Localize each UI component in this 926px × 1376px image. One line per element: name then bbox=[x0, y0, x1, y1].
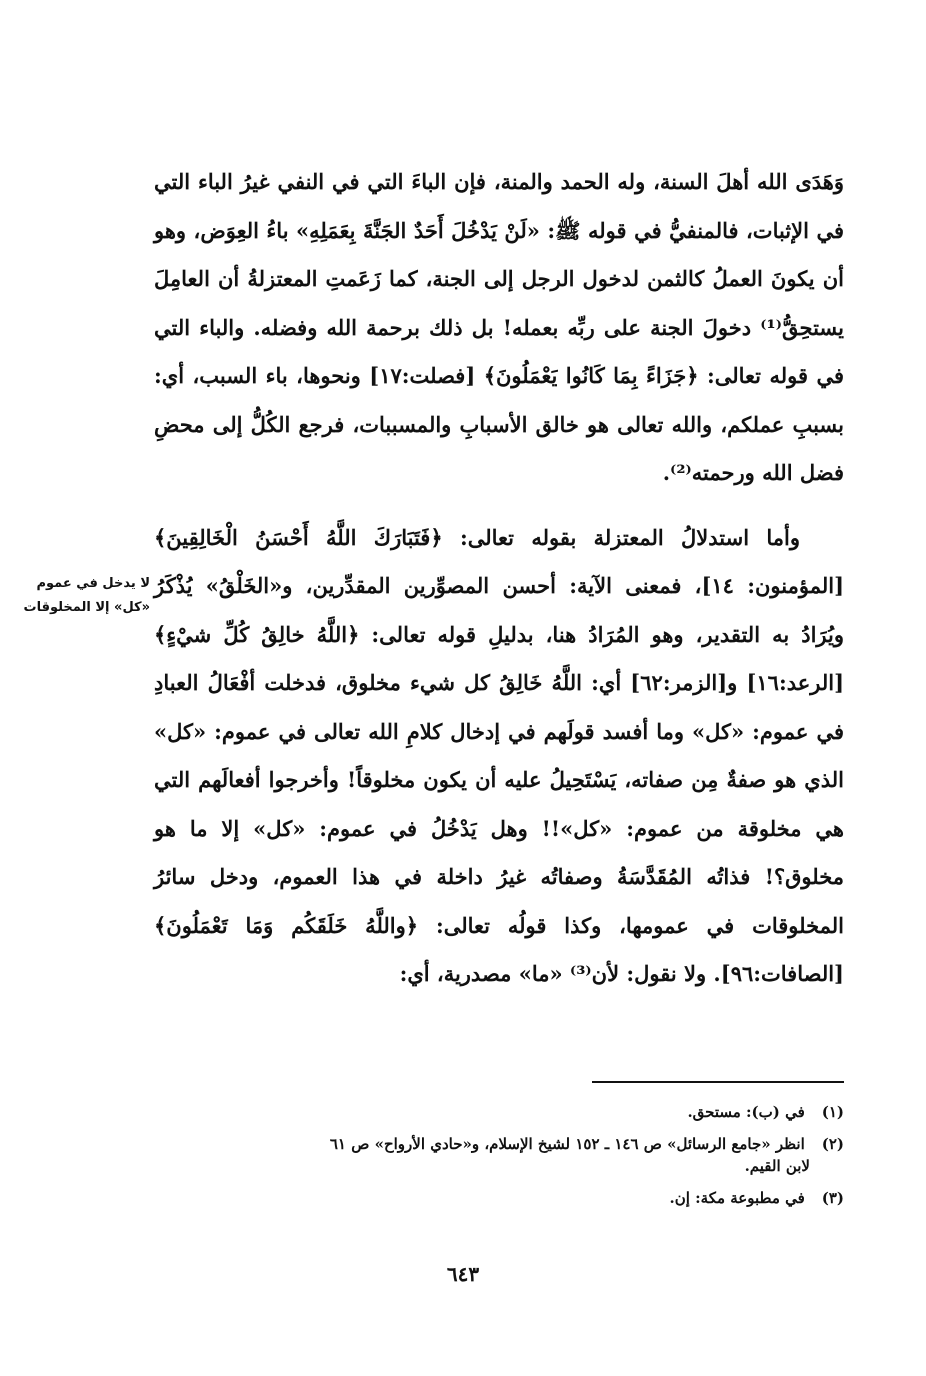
page-number: ٦٤٣ bbox=[446, 1262, 480, 1286]
footnote bbox=[154, 1101, 844, 1123]
footnote-separator bbox=[592, 1081, 844, 1083]
footnote bbox=[154, 1187, 844, 1209]
footnotes bbox=[154, 1101, 844, 1219]
footnote bbox=[154, 1133, 844, 1177]
paragraph: وأما استدلالُ المعتزلة بقوله تعالى: ﴿فَتَبَارَكَ اللَّهُ أَحْسَنُ الْخَالِقِينَ﴾ [المؤمنون: ١٤]، فمعنى الآية: أحسن المصوِّرين المقدِّرين، و«الخَلْقُ» يُذْكَرُ ويُرَادُ به التقدير، وهو المُرَادُ هنا، بدليلِ قوله تعالى: ﴿اللَّهُ خالِقُ كُلِّ شيْءٍ﴾ [الرعد:١٦] و[الزمر:٦٢] أي: اللَّهُ خَالِقُ كل شيء مخلوق، فدخلت أفْعَالُ العبادِ في عموم: «كل» وما أفسد قولَهم في إدخال كلامِ الله تعالى في عموم: «كل» الذي هو صفةٌ مِن صفاته، يَسْتَحِيلُ عليه أن يكون مخلوقاً! وأخرجوا أفعالَهم التي هي مخلوقة من عموم: «كل»!! وهل يَدْخُلُ في عموم: «كل» إلا ما هو مخلوق؟! فذاتُه المُقَدَّسَةُ وصفاتُه غيرُ داخلة في هذا العموم، ودخل سائرُ المخلوقات في عمومها، وكذا قولُه تعالى: ﴿واللَّهُ خَلَقَكُم وَمَا تَعْمَلُونَ﴾ [الصافات:٩٦]. ولا نقول: لأن⁽³⁾ «ما» مصدرية، أي: bbox=[154, 524, 845, 986]
margin-note bbox=[8, 572, 150, 620]
footnote-text: في مطبوعة مكة: إن. bbox=[669, 1189, 805, 1207]
footnote-text: لابن القيم. bbox=[744, 1157, 810, 1175]
footnote-number: (١) bbox=[821, 1103, 844, 1121]
margin-note-line: لا يدخل في عموم bbox=[36, 576, 150, 591]
paragraph: وَهَدَى الله أهلَ السنة، وله الحمد والمنة، فإن الباءَ التي في النفي غيرُ الباء التي في الإثبات، فالمنفيُّ في قوله ﷺ: «لَنْ يَدْخُلَ أَحَدٌ الجَنَّةَ بِعَمَلِهِ» باءُ العِوَض، وهو أن يكونَ العملُ كالثمن لدخول الرجل إلى الجنة، كما زَعَمتِ المعتزلةُ أن العامِلَ يستحِقُّ⁽¹⁾ دخولَ الجنة على ربِّه بعمله! بل ذلك برحمة الله وفضله. والباء التي في قوله تعالى: ﴿جَزَاءً بِمَا كَانُوا يَعْمَلُونَ﴾ [فصلت:١٧] ونحوها، باء السبب، أي: بسببِ عملكم، والله تعالى هو خالق الأسبابِ والمسببات، فرجع الكُلُّ إلى محضِ فضل الله ورحمته⁽²⁾. bbox=[154, 169, 844, 485]
margin-note-line: «كل» إلا المخلوقات bbox=[23, 600, 150, 615]
footnote-number: (٣) bbox=[821, 1189, 844, 1207]
footnote-text: انظر «جامع الرسائل» ص ١٤٦ ـ ١٥٢ لشيخ الإسلام، و«حادي الأرواح» ص ٦١ bbox=[329, 1135, 805, 1153]
footnote-number: (٢) bbox=[821, 1135, 844, 1153]
main-text bbox=[154, 158, 844, 999]
footnote-text: في (ب): مستحق. bbox=[687, 1103, 805, 1121]
